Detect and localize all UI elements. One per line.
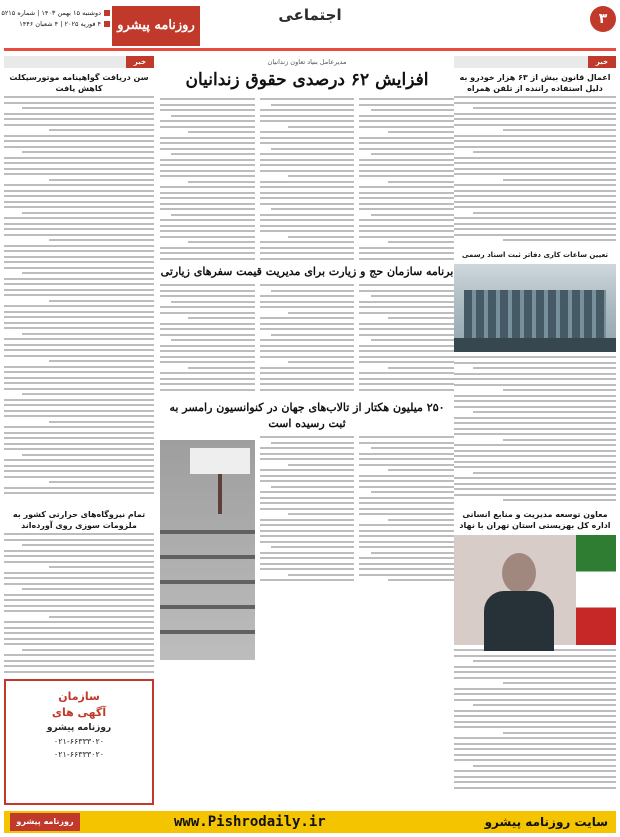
article-body	[160, 284, 255, 394]
site-title: سایت روزنامه پیشرو	[484, 815, 608, 829]
article-headline[interactable]: برنامه سازمان حج و زیارت برای مدیریت قیمت سفرهای زیارتی	[160, 265, 454, 278]
article-body	[359, 284, 454, 394]
wetland-photo	[160, 440, 255, 660]
footer-logo: روزنامه پیشرو	[10, 813, 80, 831]
ad-box[interactable]	[4, 679, 154, 805]
news-tag: خبر	[126, 56, 154, 68]
ad-brand: روزنامه پیشرو	[46, 723, 112, 733]
news-title[interactable]: اعمال قانون بیش از ۶۳ هزار خودرو به دلیل استفاده راننده از تلفن همراه	[459, 73, 611, 93]
article-columns	[160, 436, 454, 660]
ad-title: سازمان	[58, 690, 100, 703]
news-tag: خبر	[588, 56, 616, 68]
building-photo	[454, 264, 616, 352]
page-number: ۳	[590, 6, 616, 32]
header-divider	[4, 48, 616, 51]
issue-date: دوشنبه ۱۵ بهمن ۱۴۰۳ | شماره ۵۲۱۵	[1, 9, 101, 17]
news-title[interactable]: معاون توسعه مدیریت و منابع انسانی اداره کل بهزیستی استان تهران با نهاد	[459, 510, 611, 530]
news-title[interactable]: سن دریافت گواهینامه موتورسیکلت کاهش یافت	[9, 73, 149, 93]
article-headline[interactable]: ۲۵۰ میلیون هکتار از تالاب‌های جهان در کنوانسیون رامسر به ثبت رسیده است	[169, 401, 445, 430]
bullet-icon	[104, 10, 110, 16]
headline-kicker: مدیرعامل بنیاد تعاون زندانیان	[267, 58, 347, 66]
issue-info	[1, 8, 110, 30]
article-body	[454, 356, 616, 506]
section-title: اجتماعی	[278, 6, 342, 24]
bullet-icon	[104, 21, 110, 27]
ad-phone: ۰۲۱-۶۶۳۳۳۰۲۰	[53, 750, 105, 759]
article-body	[160, 98, 255, 258]
article-body	[359, 436, 454, 586]
left-column	[4, 56, 154, 816]
article-body	[4, 533, 154, 673]
ad-title: آگهی های	[51, 706, 107, 719]
field-photo-wrapper	[160, 436, 255, 660]
article-body	[359, 98, 454, 258]
photo-caption[interactable]: تعیین ساعات کاری دفاتر ثبت اسناد رسمی	[461, 251, 609, 259]
article-body	[4, 96, 154, 506]
article-body	[260, 436, 355, 586]
newspaper-logo: روزنامه پیشرو	[112, 6, 200, 46]
article-columns	[160, 284, 454, 394]
article-body	[260, 284, 355, 394]
right-column	[454, 56, 616, 816]
page-header	[0, 0, 620, 50]
article-body	[454, 96, 616, 246]
footer-banner	[4, 811, 616, 833]
ad-phone: ۰۲۱-۶۶۳۳۳۰۲۰	[53, 737, 105, 746]
article-columns	[160, 98, 454, 258]
news-title[interactable]: تمام نیروگاه‌های حرارتی کشور به ملزومات سوزی روی آورده‌اند	[12, 510, 146, 530]
official-portrait	[454, 535, 616, 645]
main-headline[interactable]: افزایش ۶۲ درصدی حقوق زندانیان	[185, 70, 429, 90]
article-body	[260, 98, 355, 258]
article-body	[454, 649, 616, 789]
site-url[interactable]: www.Pishrodaily.ir	[174, 814, 326, 830]
main-column	[160, 56, 454, 816]
news-tag-bar	[454, 56, 616, 68]
issue-date-alt: ۴ فوریه ۲۰۲۵ | ۴ شعبان ۱۴۴۶	[19, 20, 101, 28]
news-tag-bar	[4, 56, 154, 68]
